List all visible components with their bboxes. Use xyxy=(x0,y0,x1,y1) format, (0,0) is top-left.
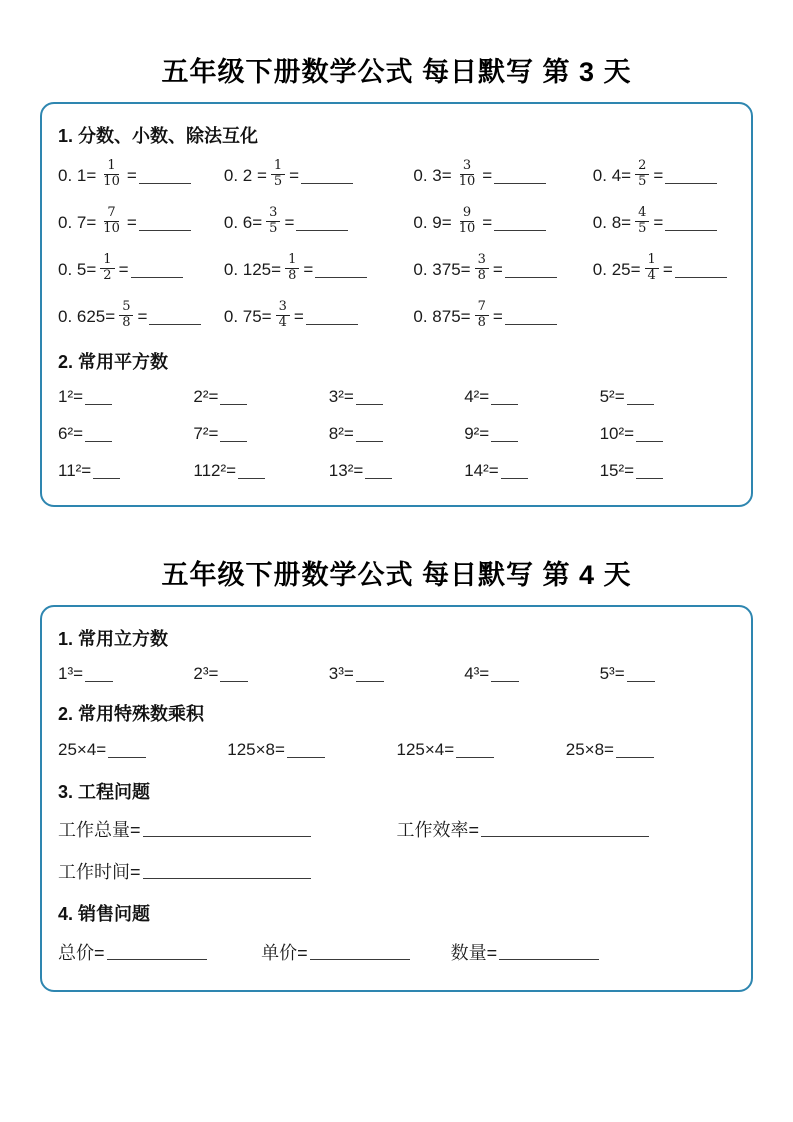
fraction-numerator: 3 xyxy=(475,253,489,269)
squares-grid xyxy=(58,378,735,489)
sales-item xyxy=(58,930,261,974)
work-grid xyxy=(58,808,735,892)
equals-sign: = xyxy=(653,212,664,232)
square-label: 14²= xyxy=(464,460,499,480)
cube-item xyxy=(58,655,193,692)
square-label: 8²= xyxy=(328,423,354,443)
product-label: 125×8= xyxy=(227,740,285,759)
answer-blank xyxy=(627,666,655,682)
fraction-denominator: 2 xyxy=(103,268,112,283)
fraction-lead: 0. 25= xyxy=(592,259,641,279)
fraction-item xyxy=(413,199,592,246)
fraction-numerator: 3 xyxy=(266,206,280,222)
day3-box xyxy=(40,102,753,507)
square-item xyxy=(329,415,464,452)
work-label: 工作时间= xyxy=(58,862,141,882)
fraction-item xyxy=(593,246,735,293)
answer-blank xyxy=(675,262,727,278)
square-label: 5²= xyxy=(599,386,625,406)
answer-blank xyxy=(306,309,358,325)
sales-item xyxy=(451,930,735,974)
square-label: 6²= xyxy=(58,423,84,443)
answer-blank xyxy=(491,666,519,682)
section-heading-work: 3. 工程问题 xyxy=(58,782,151,802)
fraction-denominator: 5 xyxy=(273,174,283,189)
equals-sign: = xyxy=(482,165,493,185)
square-item xyxy=(58,452,193,489)
product-item xyxy=(227,730,396,770)
work-label: 工作总量= xyxy=(58,820,141,840)
fraction xyxy=(475,253,489,284)
fraction xyxy=(100,206,123,237)
answer-blank xyxy=(131,262,183,278)
cube-label: 5³= xyxy=(599,663,625,683)
fraction-denominator: 4 xyxy=(278,315,287,330)
product-label: 125×4= xyxy=(396,740,455,759)
fraction-numerator: 3 xyxy=(460,159,474,175)
fraction-lead: 0. 125= xyxy=(223,259,282,279)
fraction xyxy=(635,206,649,237)
fraction-lead: 0. 375= xyxy=(413,259,471,279)
work-item xyxy=(58,850,397,892)
equals-sign: = xyxy=(293,306,304,326)
sales-label: 数量= xyxy=(450,943,498,963)
answer-blank xyxy=(627,389,654,405)
equals-sign: = xyxy=(653,165,664,185)
fraction xyxy=(100,253,114,284)
answer-blank xyxy=(499,944,599,960)
product-item xyxy=(566,730,735,770)
answer-blank xyxy=(616,742,654,758)
fraction-item xyxy=(413,152,592,199)
work-item xyxy=(58,808,397,850)
answer-blank xyxy=(220,426,247,442)
fraction-grid xyxy=(58,152,735,340)
square-label: 3²= xyxy=(328,386,354,406)
answer-blank xyxy=(494,168,546,184)
square-item xyxy=(600,415,735,452)
fraction-denominator: 4 xyxy=(647,268,656,283)
fraction xyxy=(456,206,479,237)
fraction-denominator: 5 xyxy=(638,174,647,189)
equals-sign: = xyxy=(303,259,314,279)
answer-blank xyxy=(139,168,191,184)
answer-blank xyxy=(505,262,557,278)
square-item xyxy=(329,452,464,489)
answer-blank xyxy=(356,426,383,442)
product-label: 25×4= xyxy=(58,740,107,759)
day4-box xyxy=(40,605,753,992)
answer-blank xyxy=(301,168,353,184)
fraction-lead: 0. 8= xyxy=(592,212,632,232)
square-label: 1²= xyxy=(58,386,84,406)
cubes-grid xyxy=(58,655,735,692)
fraction-numerator: 9 xyxy=(460,206,474,222)
answer-blank xyxy=(85,389,112,405)
cube-item xyxy=(464,655,599,692)
fraction xyxy=(271,159,285,190)
cube-label: 4³= xyxy=(464,663,490,683)
fraction xyxy=(285,253,299,284)
square-label: 9²= xyxy=(464,423,490,443)
square-label: 2²= xyxy=(193,386,219,406)
fraction-lead: 0. 875= xyxy=(413,306,471,326)
fraction-item xyxy=(224,152,414,199)
fraction-numerator: 4 xyxy=(635,206,649,222)
fraction xyxy=(475,300,489,331)
square-item xyxy=(464,415,599,452)
fraction xyxy=(119,300,133,331)
product-item xyxy=(397,730,566,770)
fraction-item xyxy=(58,152,224,199)
fraction-denominator: 8 xyxy=(477,315,486,330)
answer-blank xyxy=(636,463,663,479)
fraction xyxy=(456,159,479,190)
sales-item xyxy=(261,930,451,974)
answer-blank xyxy=(315,262,367,278)
answer-blank xyxy=(238,463,265,479)
answer-blank xyxy=(491,389,518,405)
fraction-lead: 0. 2 = xyxy=(223,165,267,185)
equals-sign: = xyxy=(289,165,300,185)
equals-sign: = xyxy=(492,259,503,279)
section-heading-sales: 4. 销售问题 xyxy=(58,904,151,924)
answer-blank xyxy=(108,742,146,758)
answer-blank xyxy=(287,742,325,758)
equals-sign: = xyxy=(126,165,137,185)
section-heading-cubes: 1. 常用立方数 xyxy=(58,629,169,649)
sales-label: 总价= xyxy=(58,943,105,963)
equals-sign: = xyxy=(126,212,137,232)
answer-blank xyxy=(220,389,247,405)
equals-sign: = xyxy=(137,306,148,326)
fraction-numerator: 2 xyxy=(635,159,649,175)
answer-blank xyxy=(143,863,311,879)
answer-blank xyxy=(481,821,649,837)
answer-blank xyxy=(494,215,546,231)
square-item xyxy=(464,452,599,489)
products-grid xyxy=(58,730,735,770)
fraction xyxy=(645,253,659,284)
fraction-numerator: 1 xyxy=(100,253,114,269)
answer-blank xyxy=(85,426,112,442)
work-label: 工作效率= xyxy=(396,820,480,840)
fraction-numerator: 3 xyxy=(276,300,290,316)
fraction-denominator: 10 xyxy=(458,174,476,189)
cube-label: 3³= xyxy=(328,663,354,683)
fraction-item xyxy=(413,293,592,340)
fraction-lead: 0. 1= xyxy=(58,165,97,185)
fraction-lead: 0. 9= xyxy=(413,212,452,232)
fraction xyxy=(100,159,123,190)
square-label: 11²= xyxy=(58,460,92,480)
fraction-numerator: 7 xyxy=(475,300,489,316)
answer-blank xyxy=(85,666,113,682)
square-item xyxy=(329,378,464,415)
fraction xyxy=(635,159,649,190)
sales-grid xyxy=(58,930,735,974)
answer-blank xyxy=(356,389,383,405)
fraction-numerator: 5 xyxy=(119,300,133,316)
answer-blank xyxy=(491,426,518,442)
square-label: 10²= xyxy=(599,423,635,443)
fraction-numerator: 1 xyxy=(645,253,659,269)
square-label: 15²= xyxy=(599,460,635,480)
cube-item xyxy=(193,655,328,692)
square-item xyxy=(464,378,599,415)
fraction-item xyxy=(413,246,592,293)
fraction-lead: 0. 6= xyxy=(223,212,263,232)
answer-blank xyxy=(93,463,120,479)
cube-label: 1³= xyxy=(58,663,84,683)
fraction-numerator: 1 xyxy=(104,159,118,175)
fraction xyxy=(266,206,280,237)
answer-blank xyxy=(505,309,557,325)
answer-blank xyxy=(456,742,494,758)
fraction-numerator: 7 xyxy=(104,206,118,222)
answer-blank xyxy=(501,463,528,479)
fraction-numerator: 1 xyxy=(271,159,285,175)
fraction-denominator: 8 xyxy=(288,268,297,283)
fraction-lead: 0. 625= xyxy=(58,306,116,326)
answer-blank xyxy=(356,666,384,682)
answer-blank xyxy=(365,463,392,479)
square-item xyxy=(600,378,735,415)
fraction-lead: 0. 5= xyxy=(58,259,97,279)
fraction-item xyxy=(224,293,414,340)
answer-blank xyxy=(149,309,201,325)
fraction-denominator: 5 xyxy=(269,221,278,236)
answer-blank xyxy=(636,426,663,442)
equals-sign: = xyxy=(662,259,673,279)
section-heading-squares: 2. 常用平方数 xyxy=(58,352,169,372)
fraction-lead: 0. 75= xyxy=(223,306,272,326)
answer-blank xyxy=(665,168,717,184)
worksheet-title-day4: 五年级下册数学公式 每日默写 第 4 天 xyxy=(161,560,632,590)
work-item xyxy=(397,808,736,850)
fraction-lead: 0. 3= xyxy=(413,165,452,185)
square-label: 4²= xyxy=(464,386,490,406)
equals-sign: = xyxy=(492,306,503,326)
answer-blank xyxy=(296,215,348,231)
fraction-numerator: 1 xyxy=(285,253,299,269)
fraction xyxy=(276,300,290,331)
fraction-lead: 0. 7= xyxy=(58,212,97,232)
answer-blank xyxy=(143,821,311,837)
square-item xyxy=(58,378,193,415)
square-item xyxy=(193,415,328,452)
square-item xyxy=(193,452,328,489)
section-heading-fractions: 1. 分数、小数、除法互化 xyxy=(58,126,259,146)
fraction-denominator: 8 xyxy=(477,268,486,283)
square-item xyxy=(600,452,735,489)
answer-blank xyxy=(107,944,207,960)
section-heading-products: 2. 常用特殊数乘积 xyxy=(58,704,205,724)
product-item xyxy=(58,730,227,770)
fraction-item xyxy=(593,152,735,199)
fraction-denominator: 5 xyxy=(638,221,647,236)
fraction-item xyxy=(58,293,224,340)
fraction-lead: 0. 4= xyxy=(592,165,632,185)
fraction-item xyxy=(224,246,414,293)
fraction-denominator: 8 xyxy=(122,315,131,330)
equals-sign: = xyxy=(482,212,493,232)
fraction-denominator: 10 xyxy=(103,221,120,236)
answer-blank xyxy=(310,944,410,960)
fraction-item xyxy=(58,199,224,246)
worksheet-title-day3: 五年级下册数学公式 每日默写 第 3 天 xyxy=(161,57,632,87)
fraction-item xyxy=(224,199,414,246)
fraction-item xyxy=(58,246,224,293)
cube-label: 2³= xyxy=(193,663,219,683)
answer-blank xyxy=(139,215,191,231)
product-label: 25×8= xyxy=(565,740,614,759)
square-item xyxy=(193,378,328,415)
answer-blank xyxy=(220,666,248,682)
answer-blank xyxy=(665,215,717,231)
square-label: 112²= xyxy=(193,460,237,480)
fraction-denominator: 10 xyxy=(103,174,120,189)
fraction-denominator: 10 xyxy=(458,221,476,236)
fraction-item xyxy=(593,199,735,246)
sales-label: 单价= xyxy=(261,943,308,963)
square-label: 7²= xyxy=(193,423,219,443)
equals-sign: = xyxy=(284,212,295,232)
cube-item xyxy=(329,655,464,692)
cube-item xyxy=(600,655,735,692)
square-item xyxy=(58,415,193,452)
square-label: 13²= xyxy=(328,460,364,480)
equals-sign: = xyxy=(118,259,129,279)
